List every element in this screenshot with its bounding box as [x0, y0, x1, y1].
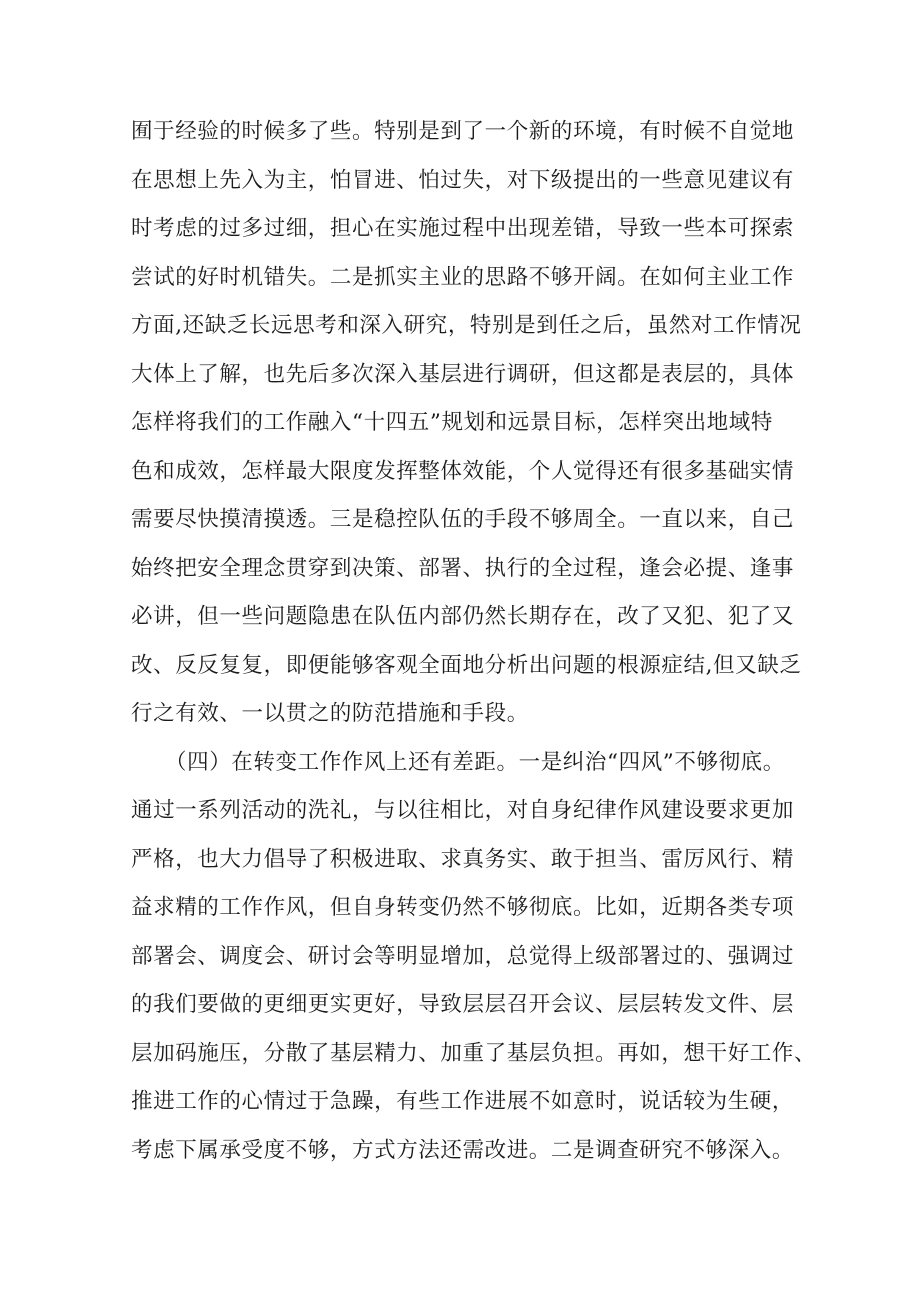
text-line-15: 通过一系列活动的洗礼，与以往相比，对自身纪律作风建设要求更加: [131, 798, 795, 823]
text-line-17: 益求精的工作作风，但自身转变仍然不够彻底。比如，近期各类专项: [131, 895, 795, 920]
text-line-1: 囿于经验的时候多了些。特别是到了一个新的环境，有时候不自觉地: [131, 119, 795, 144]
text-line-8: 色和成效，怎样最大限度发挥整体效能，个人觉得还有很多基础实情: [131, 458, 795, 484]
text-line-21: 推进工作的心情过于急躁，有些工作进展不如意时，说话较为生硬，: [131, 1089, 795, 1114]
text-line-10: 始终把安全理念贯穿到决策、部署、执行的全过程，逢会必提、逢事: [131, 555, 795, 581]
text-line-12: 改、反反复复，即便能够客观全面地分析出问题的根源症结,但又缺乏: [131, 652, 802, 678]
text-line-4: 尝试的好时机错失。二是抓实主业的思路不够开阔。在如何主业工作: [131, 264, 795, 290]
text-line-5: 方面,还缺乏长远思考和深入研究，特别是到任之后，虽然对工作情况: [131, 313, 802, 338]
text-line-22: 考虑下属承受度不够，方式方法还需改进。二是调查研究不够深入。: [131, 1137, 795, 1163]
text-line-6: 大体上了解，也先后多次深入基层进行调研，但这都是表层的，具体: [131, 361, 795, 387]
text-line-16: 严格，也大力倡导了积极进取、求真务实、敢于担当、雷厉风行、精: [131, 846, 795, 872]
text-line-3: 时考虑的过多过细，担心在实施过程中出现差错，导致一些本可探索: [131, 216, 795, 241]
text-line-7: 怎样将我们的工作融入“十四五”规划和远景目标，怎样突出地域特: [131, 410, 773, 435]
section-heading-line: （四）在转变工作作风上还有差距。一是纠治“四风”不够彻底。: [165, 749, 785, 775]
body-text: [131, 108, 817, 1175]
text-line-13: 行之有效、一以贯之的防范措施和手段。: [131, 701, 529, 726]
text-line-18: 部署会、调度会、研讨会等明显增加，总觉得上级部署过的、强调过: [131, 943, 795, 969]
text-line-20: 层加码施压，分散了基层精力、加重了基层负担。再如，想干好工作、: [131, 1040, 817, 1066]
text-line-2: 在思想上先入为主，怕冒进、怕过失，对下级提出的一些意见建议有: [131, 167, 795, 193]
text-line-19: 的我们要做的更细更实更好，导致层层召开会议、层层转发文件、层: [131, 992, 795, 1017]
text-line-11: 必讲，但一些问题隐患在队伍内部仍然长期存在，改了又犯、犯了又: [131, 604, 795, 629]
text-line-9: 需要尽快摸清摸透。三是稳控队伍的手段不够周全。一直以来，自己: [131, 507, 795, 532]
